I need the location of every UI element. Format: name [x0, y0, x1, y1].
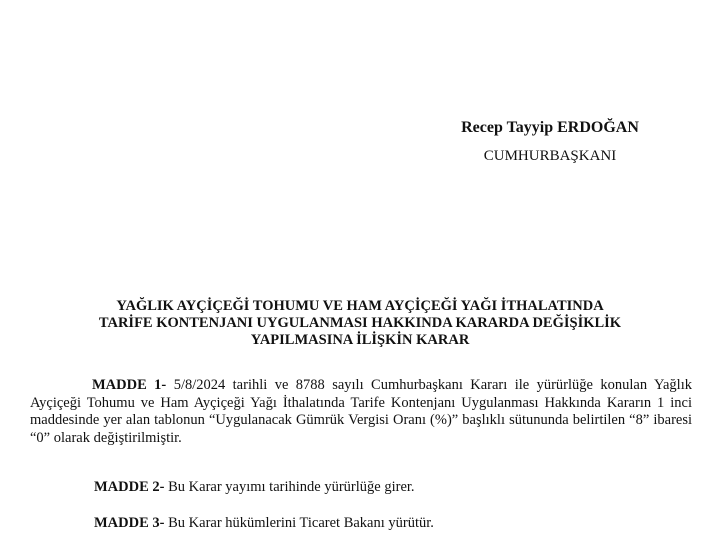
president-name: Recep Tayyip ERDOĞAN — [461, 119, 639, 136]
president-title: CUMHURBAŞKANI — [483, 148, 617, 164]
article-2 — [30, 479, 720, 497]
signature-block — [420, 118, 680, 166]
decision-title-line-1: YAĞLIK AYÇİÇEĞİ TOHUMU VE HAM AYÇİÇEĞİ YAĞI İTHALATINDA — [116, 298, 604, 314]
article-2-label: MADDE 2- — [94, 479, 165, 495]
decision-title-line-2: TARİFE KONTENJANI UYGULANMASI HAKKINDA KARARDA DEĞİŞİKLİK — [98, 315, 622, 331]
article-3-label: MADDE 3- — [94, 515, 165, 531]
article-1 — [30, 377, 692, 447]
article-2-text: Bu Karar yayımı tarihinde yürürlüğe girer. — [168, 479, 415, 495]
article-1-label: MADDE 1- — [92, 377, 167, 393]
article-1-text: 5/8/2024 tarihli ve 8788 sayılı Cumhurbaşkanı Kararı ile yürürlüğe konulan Yağlık Ayçiçeği Tohumu ve Ham Ayçiçeği Yağı İthalatında Tarife Kontenjanı Uygulanması Hakkında Kararın 1 inci maddesinde yer alan tablonun “Uygulanacak Gümrük Vergisi Oranı (%)” başlıklı sütununda belirtilen “8” ibaresi “0” olarak değiştirilmiştir. — [30, 377, 692, 446]
decision-title — [40, 298, 680, 349]
decision-title-line-3: YAPILMASINA İLİŞKİN KARAR — [250, 332, 470, 348]
article-3-text: Bu Karar hükümlerini Ticaret Bakanı yürütür. — [168, 515, 434, 531]
